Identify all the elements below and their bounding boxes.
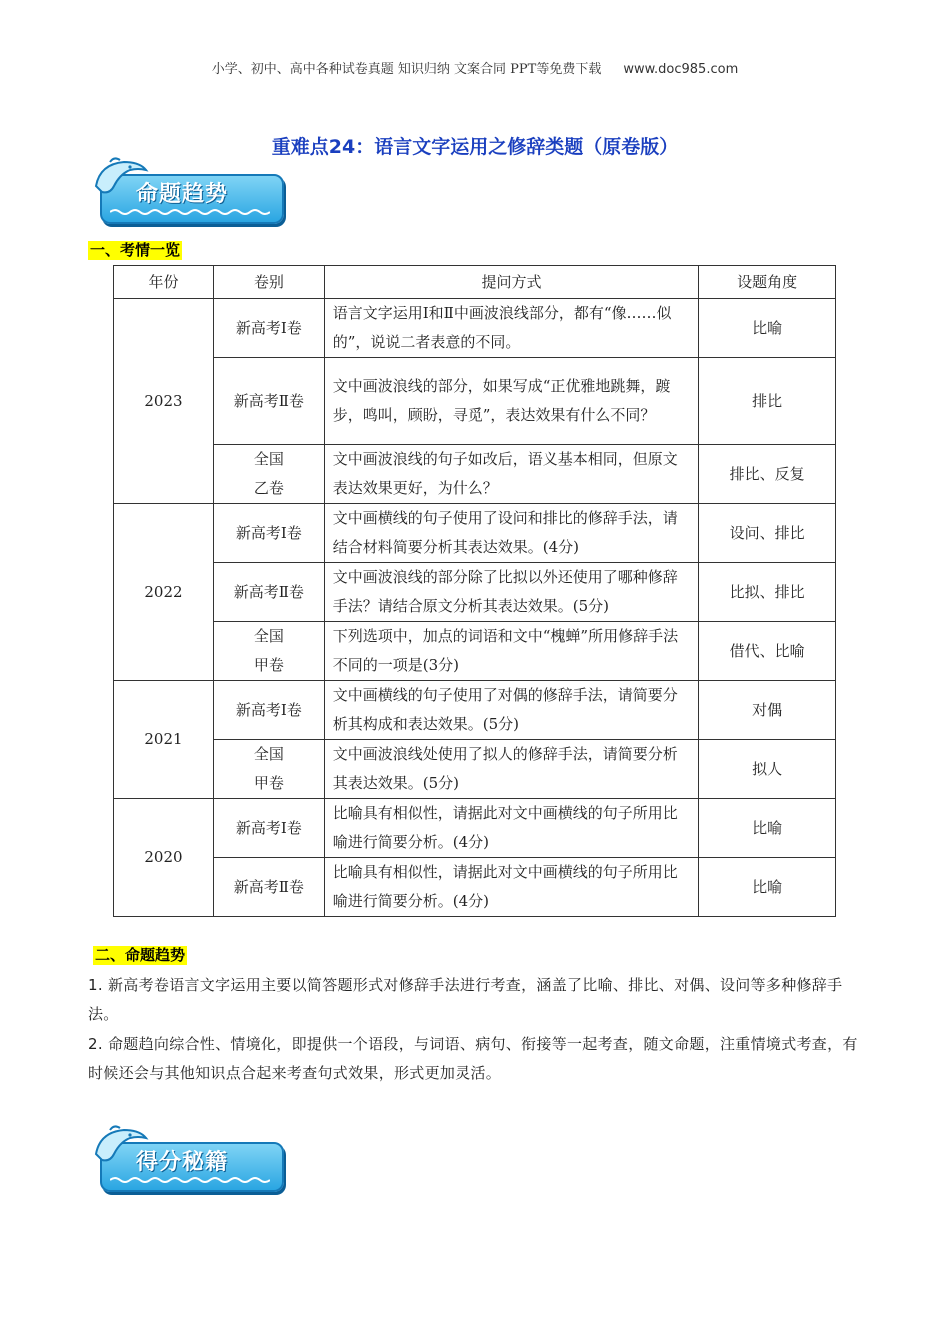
question-cell: 文中画横线的句子使用了对偶的修辞手法，请简要分析其构成和表达效果。(5分): [324, 681, 698, 740]
page-title: 重难点24：语言文字运用之修辞类题（原卷版）: [271, 136, 679, 158]
year-cell: 2021: [114, 681, 214, 799]
paper-cell: 新高考Ⅱ卷: [213, 358, 324, 445]
question-cell: 比喻具有相似性，请据此对文中画横线的句子所用比喻进行简要分析。(4分): [324, 799, 698, 858]
paper-cell: 全国 甲卷: [213, 622, 324, 681]
question-cell: 比喻具有相似性，请据此对文中画横线的句子所用比喻进行简要分析。(4分): [324, 858, 698, 917]
badge-label: 得分秘籍: [136, 1150, 229, 1175]
table-row: [114, 299, 836, 358]
table-row: [114, 445, 836, 504]
question-cell: 文中画波浪线的句子如改后，语义基本相同，但原文表达效果更好，为什么？: [324, 445, 698, 504]
table-header-cell: 设题角度: [699, 266, 836, 299]
page-header: [0, 58, 950, 77]
table-row: [114, 563, 836, 622]
paper-cell: 新高考Ⅰ卷: [213, 681, 324, 740]
question-cell: 下列选项中，加点的词语和文中“槐蝉”所用修辞手法不同的一项是(3分): [324, 622, 698, 681]
table-row: [114, 799, 836, 858]
angle-cell: 排比: [699, 358, 836, 445]
paper-cell: 新高考Ⅱ卷: [213, 563, 324, 622]
paper-cell: 全国 乙卷: [213, 445, 324, 504]
paragraph-text: 命题趋向综合性、情境化，即提供一个语段，与词语、病句、衔接等一起考查，随文命题，注重情境式考查，有时候还会与其他知识点合起来考查句式效果，形式更加灵活。: [88, 1035, 858, 1082]
secret-badge: [96, 1128, 286, 1190]
paper-cell: 新高考Ⅰ卷: [213, 299, 324, 358]
badge-label: 命题趋势: [136, 182, 229, 207]
angle-cell: 拟人: [699, 740, 836, 799]
year-cell: 2022: [114, 504, 214, 681]
trend-paragraph-1: [88, 971, 868, 1029]
paper-cell: 新高考Ⅰ卷: [213, 504, 324, 563]
section1-heading: 一、考情一览: [90, 241, 181, 259]
table-row: [114, 681, 836, 740]
angle-cell: 借代、比喻: [699, 622, 836, 681]
table-header-cell: 卷别: [213, 266, 324, 299]
angle-cell: 比拟、排比: [699, 563, 836, 622]
section2-heading: 二、命题趋势: [95, 946, 186, 964]
table-header-cell: 年份: [114, 266, 214, 299]
question-cell: 文中画波浪线处使用了拟人的修辞手法，请简要分析其表达效果。(5分): [324, 740, 698, 799]
question-cell: 语言文字运用Ⅰ和Ⅱ中画波浪线部分，都有“像……似的”，说说二者表意的不同。: [324, 299, 698, 358]
paragraph-text: 新高考卷语言文字运用主要以简答题形式对修辞手法进行考查，涵盖了比喻、排比、对偶、设问等多种修辞手法。: [88, 976, 843, 1023]
question-cell: 文中画波浪线的部分除了比拟以外还使用了哪种修辞手法？请结合原文分析其表达效果。(5分): [324, 563, 698, 622]
paragraph-number: 1.: [88, 976, 103, 994]
angle-cell: 设问、排比: [699, 504, 836, 563]
exam-overview-table: [113, 265, 836, 917]
angle-cell: 比喻: [699, 858, 836, 917]
paper-cell: 新高考Ⅰ卷: [213, 799, 324, 858]
table-row: [114, 358, 836, 445]
angle-cell: 比喻: [699, 799, 836, 858]
table-row: [114, 858, 836, 917]
wave-icon: [110, 1176, 270, 1184]
table-row: [114, 622, 836, 681]
table-row: [114, 740, 836, 799]
header-site[interactable]: www.doc985.com: [623, 62, 739, 77]
paper-cell: 全国 甲卷: [213, 740, 324, 799]
trend-paragraph-2: [88, 1030, 868, 1088]
angle-cell: 比喻: [699, 299, 836, 358]
question-cell: 文中画横线的句子使用了设问和排比的修辞手法，请结合材料简要分析其表达效果。(4分): [324, 504, 698, 563]
angle-cell: 对偶: [699, 681, 836, 740]
table-header-cell: 提问方式: [324, 266, 698, 299]
paper-cell: 新高考Ⅱ卷: [213, 858, 324, 917]
angle-cell: 排比、反复: [699, 445, 836, 504]
year-cell: 2023: [114, 299, 214, 504]
table-row: [114, 504, 836, 563]
table-header-row: [114, 266, 836, 299]
wave-icon: [110, 208, 270, 216]
paragraph-number: 2.: [88, 1035, 103, 1053]
trend-badge: [96, 160, 286, 222]
header-text: 小学、初中、高中各种试卷真题 知识归纳 文案合同 PPT等免费下载: [211, 62, 602, 77]
year-cell: 2020: [114, 799, 214, 917]
question-cell: 文中画波浪线的部分，如果写成“正优雅地跳舞，踱步，鸣叫，顾盼，寻觅”，表达效果有什么不同？: [324, 358, 698, 445]
